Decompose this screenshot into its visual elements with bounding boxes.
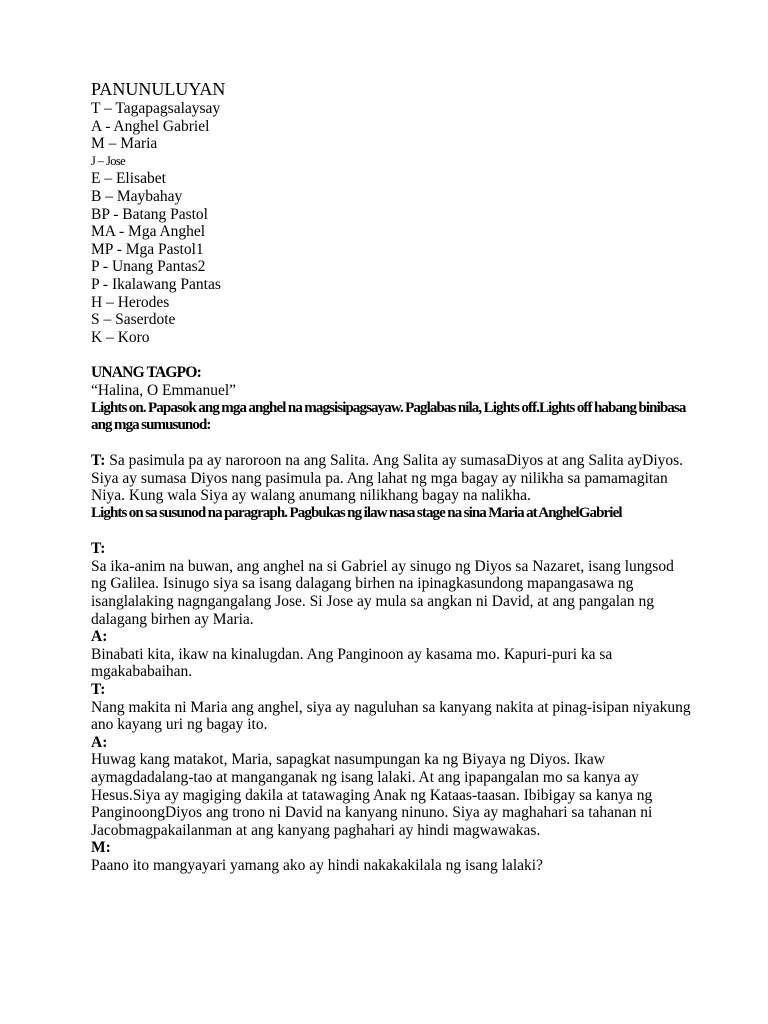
cast-list — [91, 100, 691, 346]
dialogue-text: Huwag kang matakot, Maria, sapagkat nasumpungan ka ng Biyaya ng Diyos. Ikaw aymagdadalang-tao at manganganak ng isang lalaki. At ang ipapangalan mo sa kanya ay Hesus.Siya ay magiging dakila at tatawaging Anak ng Kataas-taasan. Ibibigay sa kanya ng PanginoongDiyos ang trono ni David na kanyang ninuno. Siya ay maghahari sa tahanan ni Jacobmagpakailanman at ang kanyang paghahari ay hindi magwawakas. — [91, 751, 653, 839]
cast-item: A - Anghel Gabriel — [91, 117, 210, 135]
document-page — [91, 78, 691, 875]
cast-item: K – Koro — [91, 328, 150, 346]
dialogue-text: Sa pasimula pa ay naroroon na ang Salita. Ang Salita ay sumasaDiyos at ang Salita ayDiyos. Siya ay sumasa Diyos nang pasimula pa. Ang lahat ng mga bagay ay nilikha sa pamamagitan Niya. Kung wala Siya ay walang anumang nilikhang bagay na nalikha. — [91, 452, 684, 505]
cast-item: T – Tagapagsalaysay — [91, 100, 221, 117]
cast-item: H – Herodes — [91, 293, 170, 311]
dialogue-text: Nang makita ni Maria ang anghel, siya ay naguluhan sa kanyang nakita at pinag-isipan niyakung ano kayang uri ng bagay ito. — [91, 698, 691, 734]
cast-item: M – Maria — [91, 135, 158, 153]
speaker-label: A: — [91, 628, 108, 646]
stage-direction: Lights on. Papasok ang mga anghel na magsisipagsayaw. Paglabas nila, Lights off.Lights off habang binibasa ang mga sumusunod: — [91, 399, 686, 434]
speaker-label: M: — [91, 839, 111, 857]
cast-item: J – Jose — [91, 153, 126, 168]
speaker-label: T: — [91, 452, 106, 470]
cast-item: MA - Mga Anghel — [91, 223, 206, 241]
document-title: PANUNULUYAN — [91, 79, 226, 99]
spacer — [91, 523, 691, 541]
narration-block — [91, 452, 691, 505]
speaker-label: T: — [91, 540, 106, 558]
cast-item: E – Elisabet — [91, 170, 166, 188]
scene-heading: UNANG TAGPO: — [91, 364, 201, 382]
cast-item: B – Maybahay — [91, 187, 183, 205]
dialogue-text: Paano ito mangyayari yamang ako ay hindi nakakakilala ng isang lalaki? — [91, 856, 543, 874]
cast-item: MP - Mga Pastol1 — [91, 240, 204, 258]
speaker-label: A: — [91, 733, 108, 751]
stage-direction: Lights on sa susunod na paragraph. Pagbukas ng ilaw nasa stage na sina Maria at AnghelGabriel — [91, 505, 622, 522]
speaker-label: T: — [91, 681, 106, 698]
cast-item: S – Saserdote — [91, 311, 176, 329]
spacer — [91, 435, 691, 453]
cast-item: BP - Batang Pastol — [91, 205, 208, 223]
cast-item: P - Unang Pantas2 — [91, 258, 206, 276]
cast-item: P - Ikalawang Pantas — [91, 275, 221, 293]
dialogue-text: Binabati kita, ikaw na kinalugdan. Ang Panginoon ay kasama mo. Kapuri-puri ka sa mgakababaihan. — [91, 645, 613, 681]
song-title: “Halina, O Emmanuel” — [91, 381, 237, 399]
dialogue-text: Sa ika-anim na buwan, ang anghel na si Gabriel ay sinugo ng Diyos sa Nazaret, isang lungsod ng Galilea. Isinugo siya sa isang dalagang birhen na ipinagkasundong mapangasawa ng isanglalaking nagngangalang Jose. Si Jose ay mula sa angkan ni David, at ang pangalan ng dalagang birhen ay Maria. — [91, 557, 674, 628]
